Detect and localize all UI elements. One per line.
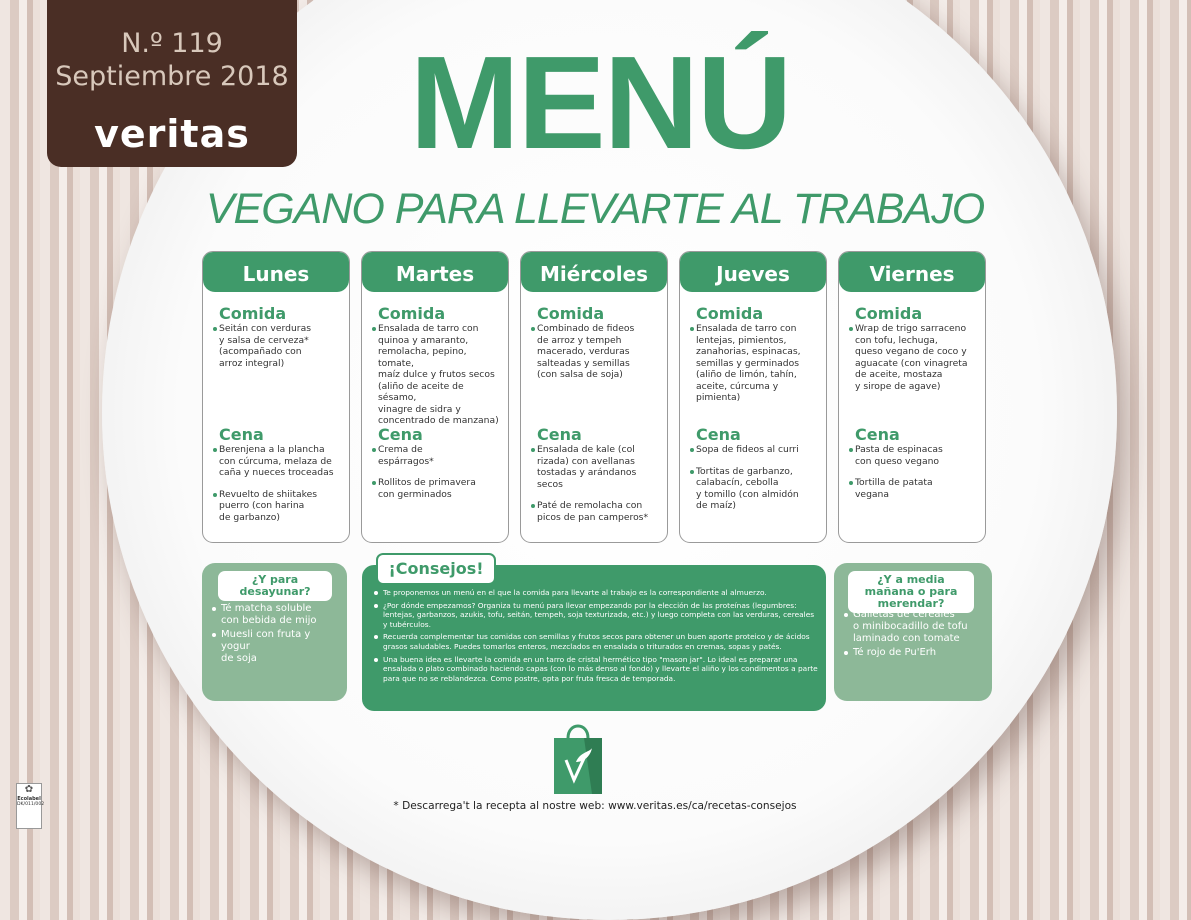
- day-card-viernes: [838, 251, 986, 543]
- list-item: ¿Por dónde empezamos? Organiza tu menú para llevar empezando por la elección de las proteínas (legumbres: lentejas, garbanzos, azukis, tofu, seitán, tempeh, soja texturizada, etc.) y luego completa con las verduras, cereales y tubérculos.: [374, 601, 820, 630]
- issue-badge: [47, 0, 297, 167]
- comida-list: [680, 323, 826, 413]
- ecolabel-flower-icon: ✿: [24, 784, 34, 795]
- comida-list: [521, 323, 667, 413]
- cena-heading: Cena: [378, 425, 423, 444]
- tips-list: [374, 588, 820, 686]
- list-item: Tortilla de patata vegana: [855, 477, 981, 500]
- day-card-miercoles: [520, 251, 668, 543]
- list-item: Tortitas de garbanzo, calabacín, cebolla y tomillo (con almidón de maíz): [696, 466, 822, 512]
- tips-title: ¡Consejos!: [376, 553, 496, 585]
- breakfast-list: [212, 603, 342, 667]
- list-item: Berenjena a la plancha con cúrcuma, melaza de caña y nueces troceadas: [219, 444, 345, 479]
- list-item: Crema de espárragos*: [378, 444, 504, 467]
- day-title: Jueves: [680, 252, 826, 292]
- cena-list: [521, 444, 667, 523]
- list-item: Galletas de cereales o minibocadillo de tofu laminado con tomate: [844, 609, 988, 645]
- day-title: Martes: [362, 252, 508, 292]
- list-item: Wrap de trigo sarraceno con tofu, lechuga, queso vegano de coco y aguacate (con vinagreta de aceite, mostaza y sirope de agave): [855, 323, 981, 392]
- list-item: Combinado de fideos de arroz y tempeh macerado, verduras salteadas y semillas (con salsa de soja): [537, 323, 663, 381]
- list-item: Recuerda complementar tus comidas con semillas y frutos secos para obtener un buen aporte proteico y de ácidos grasos saludables. Puedes tomarlos enteros, mezclados en ensalada o triturados en cremas, sopas y patés.: [374, 632, 820, 651]
- day-card-martes: [361, 251, 509, 543]
- footnote: * Descarrega't la recepta al nostre web: www.veritas.es/ca/recetas-consejos: [393, 800, 797, 812]
- day-title: Miércoles: [521, 252, 667, 292]
- list-item: Muesli con fruta y yogur de soja: [212, 629, 342, 665]
- list-item: Te proponemos un menú en el que la comida para llevarte al trabajo es la correspondiente al almuerzo.: [374, 588, 820, 598]
- tips-box: [362, 559, 826, 711]
- snack-box: [834, 563, 992, 701]
- comida-list: [362, 323, 508, 426]
- cena-heading: Cena: [537, 425, 582, 444]
- comida-list: [839, 323, 985, 413]
- day-card-lunes: [202, 251, 350, 543]
- list-item: Rollitos de primavera con germinados: [378, 477, 504, 500]
- day-card-jueves: [679, 251, 827, 543]
- list-item: Una buena idea es llevarte la comida en un tarro de cristal hermético tipo "mason jar". Lo ideal es preparar una ensalada o plato combinado haciendo capas (con lo más denso al fondo) y llevarte el aliño y los condimentos a parte para que no se reblandezca. Como postre, opta por fruta fresca de temporada.: [374, 655, 820, 684]
- ecolabel-code: DK/011/002: [17, 802, 45, 807]
- comida-heading: Comida: [219, 304, 287, 323]
- list-item: Ensalada de kale (col rizada) con avellanas tostadas y arándanos secos: [537, 444, 663, 490]
- page-title: MENÚ: [409, 29, 791, 176]
- page-subtitle: VEGANO PARA LLEVARTE AL TRABAJO: [205, 185, 985, 233]
- ecolabel-logo: [16, 783, 45, 829]
- day-title: Viernes: [839, 252, 985, 292]
- issue-date: Septiembre 2018: [55, 61, 289, 92]
- list-item: Ensalada de tarro con quinoa y amaranto, remolacha, pepino, tomate, maíz dulce y frutos secos (aliño de aceite de sésamo, vinagre de sidra y concentrado de manzana): [378, 323, 504, 427]
- list-item: Pasta de espinacas con queso vegano: [855, 444, 981, 467]
- comida-list: [203, 323, 349, 413]
- comida-heading: Comida: [855, 304, 923, 323]
- ecolabel-name: Ecolabel: [17, 796, 41, 802]
- comida-heading: Comida: [537, 304, 605, 323]
- list-item: Seitán con verduras y salsa de cerveza* (acompañado con arroz integral): [219, 323, 345, 369]
- cena-list: [839, 444, 985, 500]
- list-item: Revuelto de shiitakes puerro (con harina de garbanzo): [219, 489, 345, 524]
- cena-heading: Cena: [855, 425, 900, 444]
- breakfast-box: [202, 563, 347, 701]
- list-item: Té rojo de Pu'Erh: [844, 647, 988, 659]
- list-item: Ensalada de tarro con lentejas, pimientos, zanahorias, espinacas, semillas y germinados (aliño de limón, tahín, aceite, cúrcuma y pimienta): [696, 323, 822, 404]
- cena-list: [680, 444, 826, 512]
- day-title: Lunes: [203, 252, 349, 292]
- breakfast-title: ¿Y para desayunar?: [218, 571, 332, 601]
- snack-list: [844, 609, 988, 661]
- list-item: Té matcha soluble con bebida de mijo: [212, 603, 342, 627]
- vegan-bag-icon: [552, 718, 604, 796]
- list-item: Sopa de fideos al curri: [696, 444, 822, 456]
- cena-heading: Cena: [219, 425, 264, 444]
- cena-heading: Cena: [696, 425, 741, 444]
- cena-list: [362, 444, 508, 500]
- comida-heading: Comida: [378, 304, 446, 323]
- snack-title: ¿Y a media mañana o para merendar?: [848, 571, 974, 613]
- brand-logo: veritas: [94, 112, 250, 156]
- issue-number: N.º 119: [121, 28, 223, 59]
- cena-list: [203, 444, 349, 523]
- list-item: Paté de remolacha con picos de pan camperos*: [537, 500, 663, 523]
- comida-heading: Comida: [696, 304, 764, 323]
